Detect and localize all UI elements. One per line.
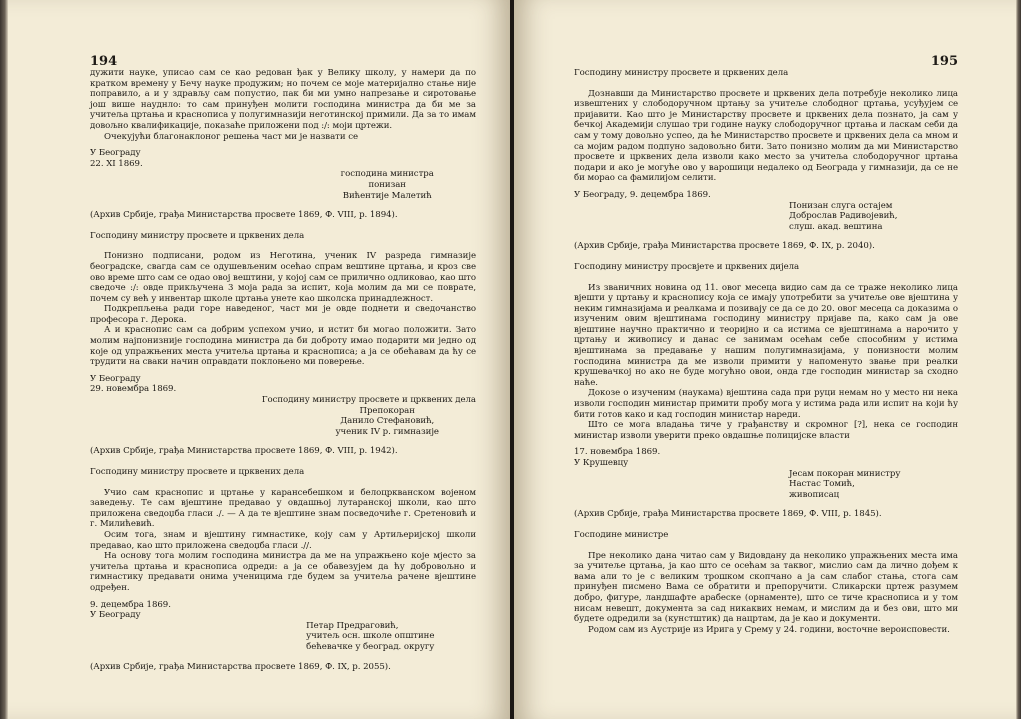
left-page-line: Петар Предраговић, xyxy=(306,620,399,631)
right-page-line: Из званичних новина од 11. овог месеца видио сам да се траже неколико лица вјешти у цртању и краснопису која се имају употребити за учитеље ове вјештина у неким гимназијама и реалкама и позивају се да се до 20. овог месеца са доказима о изученим овим вјештинама господину министру пријаве па, како сам ја ове вјештине научно практично и теоријно и са истима се вјештинама а нарочито у цртању и живопису и данас се занимам осећам себе способним у истима вјештинама за предавање у нашим полугимназијама, у понизности молим господина министра да ме изволи примити у напоменуто звање при реалки крушевачкој но ако не буде могућно овои, онда где господин министар за сходно наће. xyxy=(574,282,958,388)
right-page xyxy=(514,0,1016,719)
right-page-body xyxy=(574,68,958,635)
right-page-line: Господину министру просвете и црквених дела xyxy=(574,68,789,78)
left-page-line: Данило Стефановић, xyxy=(340,416,435,427)
right-page-line: живописац xyxy=(789,489,840,500)
right-page-line: Што се мога владања тиче у грађанству и скромног [?], нека се господин министар изволи уверити преко овдашње полицијске власти xyxy=(574,420,958,441)
right-page-line: Јесам покоран министру xyxy=(789,468,901,479)
left-page-line: Учио сам краснопис и цртање у карансебешком и белоцркванском војеном заведењу. Те сам вјештине предавао у овдашњој лутаранској школи, као што приложена сведоџба гласи ./. — А да те вјештине знам посведочиће г. Сретеновић и г. Милићевић. xyxy=(90,487,476,530)
right-page-line: Дознавши да Министарство просвете и црквених дела потребује неколико лица извештених у слободоручном цртању за учитеље слободног цртања, усуђујем се пријавити. Као што је Министарству просвете и црквених дела познато, ја сам у бечкој Академији слушао три године науку слободоручног цртања и ласкам себи да сам у тому довољно успео, да ће Министарство просвете и црквених дела са мном и са мојим радом подпуно задовољно бити. Зато понизно молим да ми Министарство просвете и црквених дела изволи како место за учитеља слободоручног цртања подари и ако је могуће ово у варошици недалеко од Београда у гимназији, да се не би морао са фамилијом селити. xyxy=(574,88,958,184)
left-page-line: 22. XI 1869. xyxy=(90,158,143,169)
left-page-line: Вићентије Малетић xyxy=(342,190,432,201)
right-page-line: 17. новембра 1869. xyxy=(574,447,661,458)
left-page-line: Господину министру просвете и црквених дела xyxy=(90,467,305,477)
left-page-line: У Београду xyxy=(90,373,141,384)
left-page-line: 9. децембра 1869. xyxy=(90,599,171,610)
left-page-line: Подкрепљења ради горе наведеног, част ми је овде поднети и сведочанство професора г. Дерока. xyxy=(90,304,476,325)
left-page-line: (Архив Србије, грађа Министарства просвете 1869, Ф. IX, р. 2055). xyxy=(90,661,391,672)
left-page-line: учитељ осн. школе општине xyxy=(306,631,435,642)
left-page-line: Осим тога, знам и вјештину гимнастике, коју сам у Артиљеријској школи предавао, као што приложена сведоџба гласи .//. xyxy=(90,529,476,551)
right-page-line: У Београду, 9. децембра 1869. xyxy=(574,189,711,200)
left-page-line: (Архив Србије, грађа Министарства просвете 1869, Ф. VIII, р. 1942). xyxy=(90,446,398,457)
left-page-line: А и краснопис сам са добрим успехом учио, и истит би могао положити. Зато молим најпонизније господина министра да би доброту имао подарити ми једно од које од упражњених места учитеља цртања и краснописа; а ја се обећавам да ћу се трудити на сваки начин оправдати поклоњено ми поверење. xyxy=(90,325,476,368)
right-page-line: (Архив Србије, грађа Министарства просвете 1869, Ф. IX, р. 2040). xyxy=(574,241,875,252)
left-page-line: дужити науке, уписао сам се као редован ђак у Велику школу, у намери да по кратком времену у Бечу науке продужим; но почем се моје материјално стање није поправило, а и у здрављу сам попустио, пак би ми умно напрезање и сиротовање још више науднло: то сам принуђен молити господина министра да би ме за учитеља цртања и краснописа у полугимназији неготинској примили. Да за то имам довољно квалификације, показаће приложени под :/: моји цртежи. xyxy=(90,68,476,131)
right-page-line: Господину министру просвјете и црквених дијела xyxy=(574,261,800,272)
left-page-body xyxy=(90,68,476,672)
left-page-line: Господину министру просвете и црквених дела xyxy=(261,395,476,406)
left-page-line: ученик IV р. гимназије xyxy=(335,426,439,437)
left-page-line: господина министра xyxy=(340,169,434,180)
left-page-line: У Београду xyxy=(90,148,141,159)
right-page-line: Понизан слуга остајем xyxy=(789,200,893,211)
page-number-right: 195 xyxy=(930,54,958,69)
right-page-line: Господине министре xyxy=(574,529,669,540)
page-number-left: 194 xyxy=(90,54,118,69)
right-page-line: Пре неколико дана читао сам у Видовдану да неколико упражњених места има за учитеље цртања, ја као што се осећам за таквог, мислио сам да лично дођем к вама али то је с великим трошком скопчано а ја сам слабог стања, стога сам принуђен писмено Вама се обратити и препоручити. Сликарски цртеж разумем добро, фигуре, ландшафте арабеске (орнаменте), што се тиче краснописа и у том нисам невешт, документа за сад никаквих немам, и мислим да и без ови, што ми будете одредили за (кунстштик) да нацртам, да је као и документи. xyxy=(574,550,958,625)
left-page-line: 29. новембра 1869. xyxy=(90,384,177,395)
left-page-line: Препокоран xyxy=(359,405,415,416)
left-page-line: На основу тога молим господина министра да ме на упражњено које мјесто за учитеља цртања и краснописа одреди: а ја се обавезујем да ћу добровољно и гимнастику предавати онима ученицима где будем за учитеља рачене вјештине одређен. xyxy=(90,551,476,593)
left-page-line: бећевачке у београд. округу xyxy=(306,641,435,652)
right-page-line: слуш. акад. вештина xyxy=(789,221,883,232)
left-page-line: Господину министру просвете и црквених дела xyxy=(90,230,305,241)
right-page-line: Родом сам из Аустрије из Ирига у Срему у 24. години, восточне вероисповести. xyxy=(588,624,950,635)
right-page-line: Настас Томић, xyxy=(789,479,855,490)
book-edge-left xyxy=(0,0,8,719)
left-page-line: У Београду xyxy=(90,610,141,621)
right-page-line: Докозе о изученим (наукама) вјештина сада при руци немам но у место ни нека изволи господин министар примити пробу мога у истима рада или испит на који ћу бити готов како и кад господин министар нареди. xyxy=(574,388,958,420)
left-page-line: (Архив Србије, грађа Министарства просвете 1869, Ф. VIII, р. 1894). xyxy=(90,210,398,221)
left-page-line: понизан xyxy=(368,179,406,190)
right-page-line: Доброслав Радивојевић, xyxy=(789,211,898,222)
left-page xyxy=(8,0,510,719)
left-page-line: Очекујући благонаклоног решења част ми је назвати се xyxy=(104,131,359,142)
left-page-line: Понизно подписани, родом из Неготина, ученик IV разреда гимназије београдске, свагда сам се одушевљеним осећао спрам вештине цртања, и кроз све ово време што сам се одао овој вештини, у којој сам се прилично одликовао, као што сведоче :/: овде прикључена 3 моја рада за испит, која молим да ми се поврате, почем су већ у инвентар школе цртања унете као школска принадлежност. xyxy=(90,251,476,304)
right-page-line: У Крушевцу xyxy=(574,458,629,468)
right-page-line: (Архив Србије, грађа Министарства просвете 1869, Ф. VIII, р. 1845). xyxy=(574,509,882,520)
book-edge-right xyxy=(1016,0,1021,719)
